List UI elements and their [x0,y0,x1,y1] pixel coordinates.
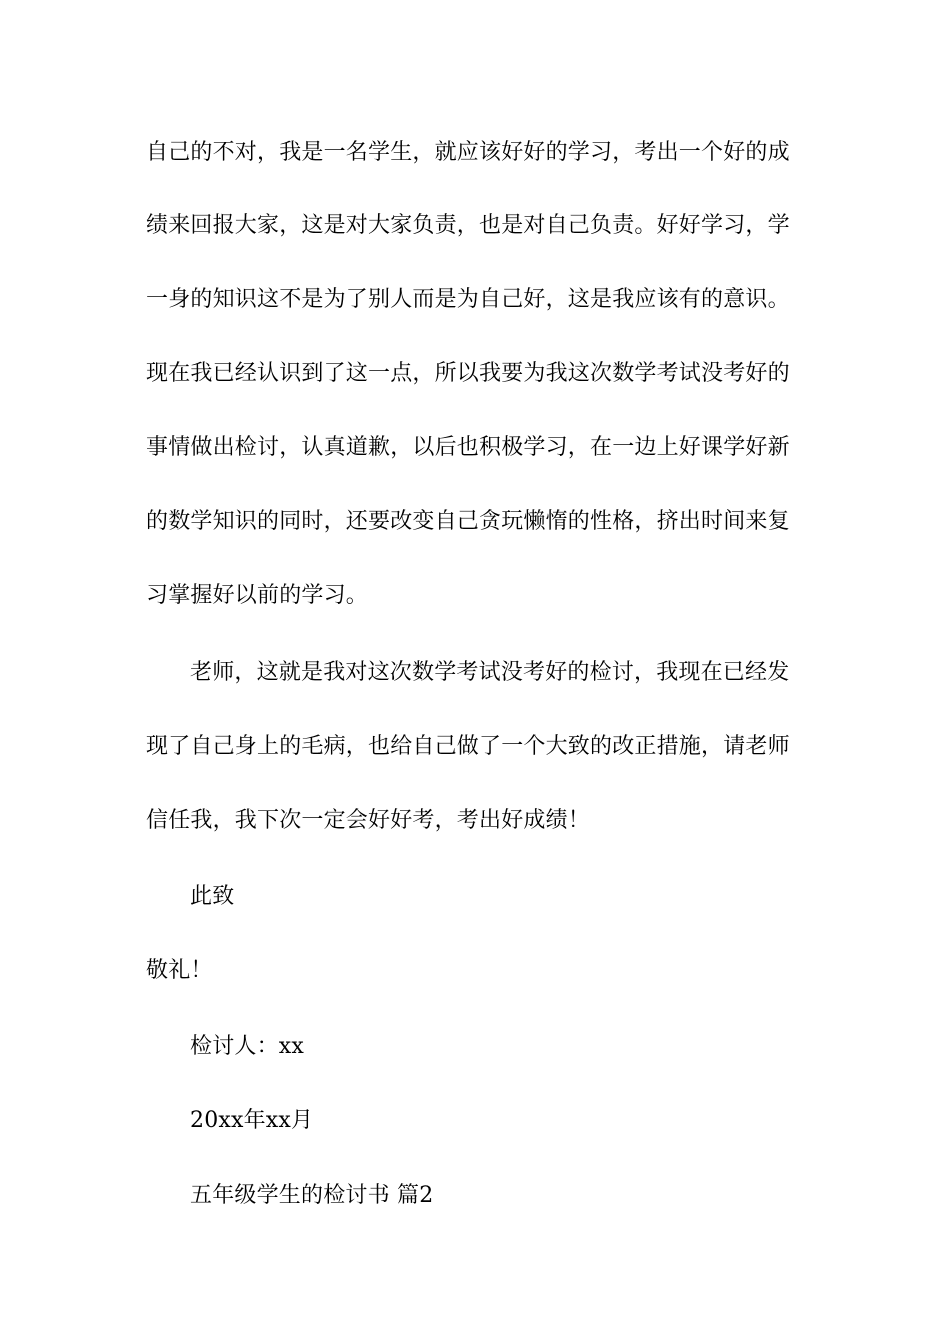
date-line: 20xx年xx月 [190,1108,314,1133]
paragraph-line: 事情做出检讨，认真道歉，以后也积极学习，在一边上好课学好新 [146,435,790,460]
closing-salutation: 此致 [190,884,235,909]
paragraph-line: 老师，这就是我对这次数学考试没考好的检讨，我现在已经发 [190,660,790,685]
signature-line: 检讨人：xx [190,1034,305,1059]
paragraph-line: 信任我，我下次一定会好好考，考出好成绩！ [146,808,591,833]
paragraph-line: 绩来回报大家，这是对大家负责，也是对自己负责。好好学习，学 [146,213,790,238]
closing-regards: 敬礼！ [146,958,213,983]
paragraph-line: 自己的不对，我是一名学生，就应该好好的学习，考出一个好的成 [146,140,790,165]
paragraph-line: 的数学知识的同时，还要改变自己贪玩懒惰的性格，挤出时间来复 [146,509,790,534]
paragraph-line: 习掌握好以前的学习。 [146,583,369,608]
paragraph-line: 现了自己身上的毛病，也给自己做了一个大致的改正措施，请老师 [146,734,790,759]
paragraph-line: 现在我已经认识到了这一点，所以我要为我这次数学考试没考好的 [146,361,790,386]
paragraph-line: 一身的知识这不是为了别人而是为自己好，这是我应该有的意识。 [146,287,790,312]
section-heading: 五年级学生的检讨书 篇2 [190,1183,434,1208]
